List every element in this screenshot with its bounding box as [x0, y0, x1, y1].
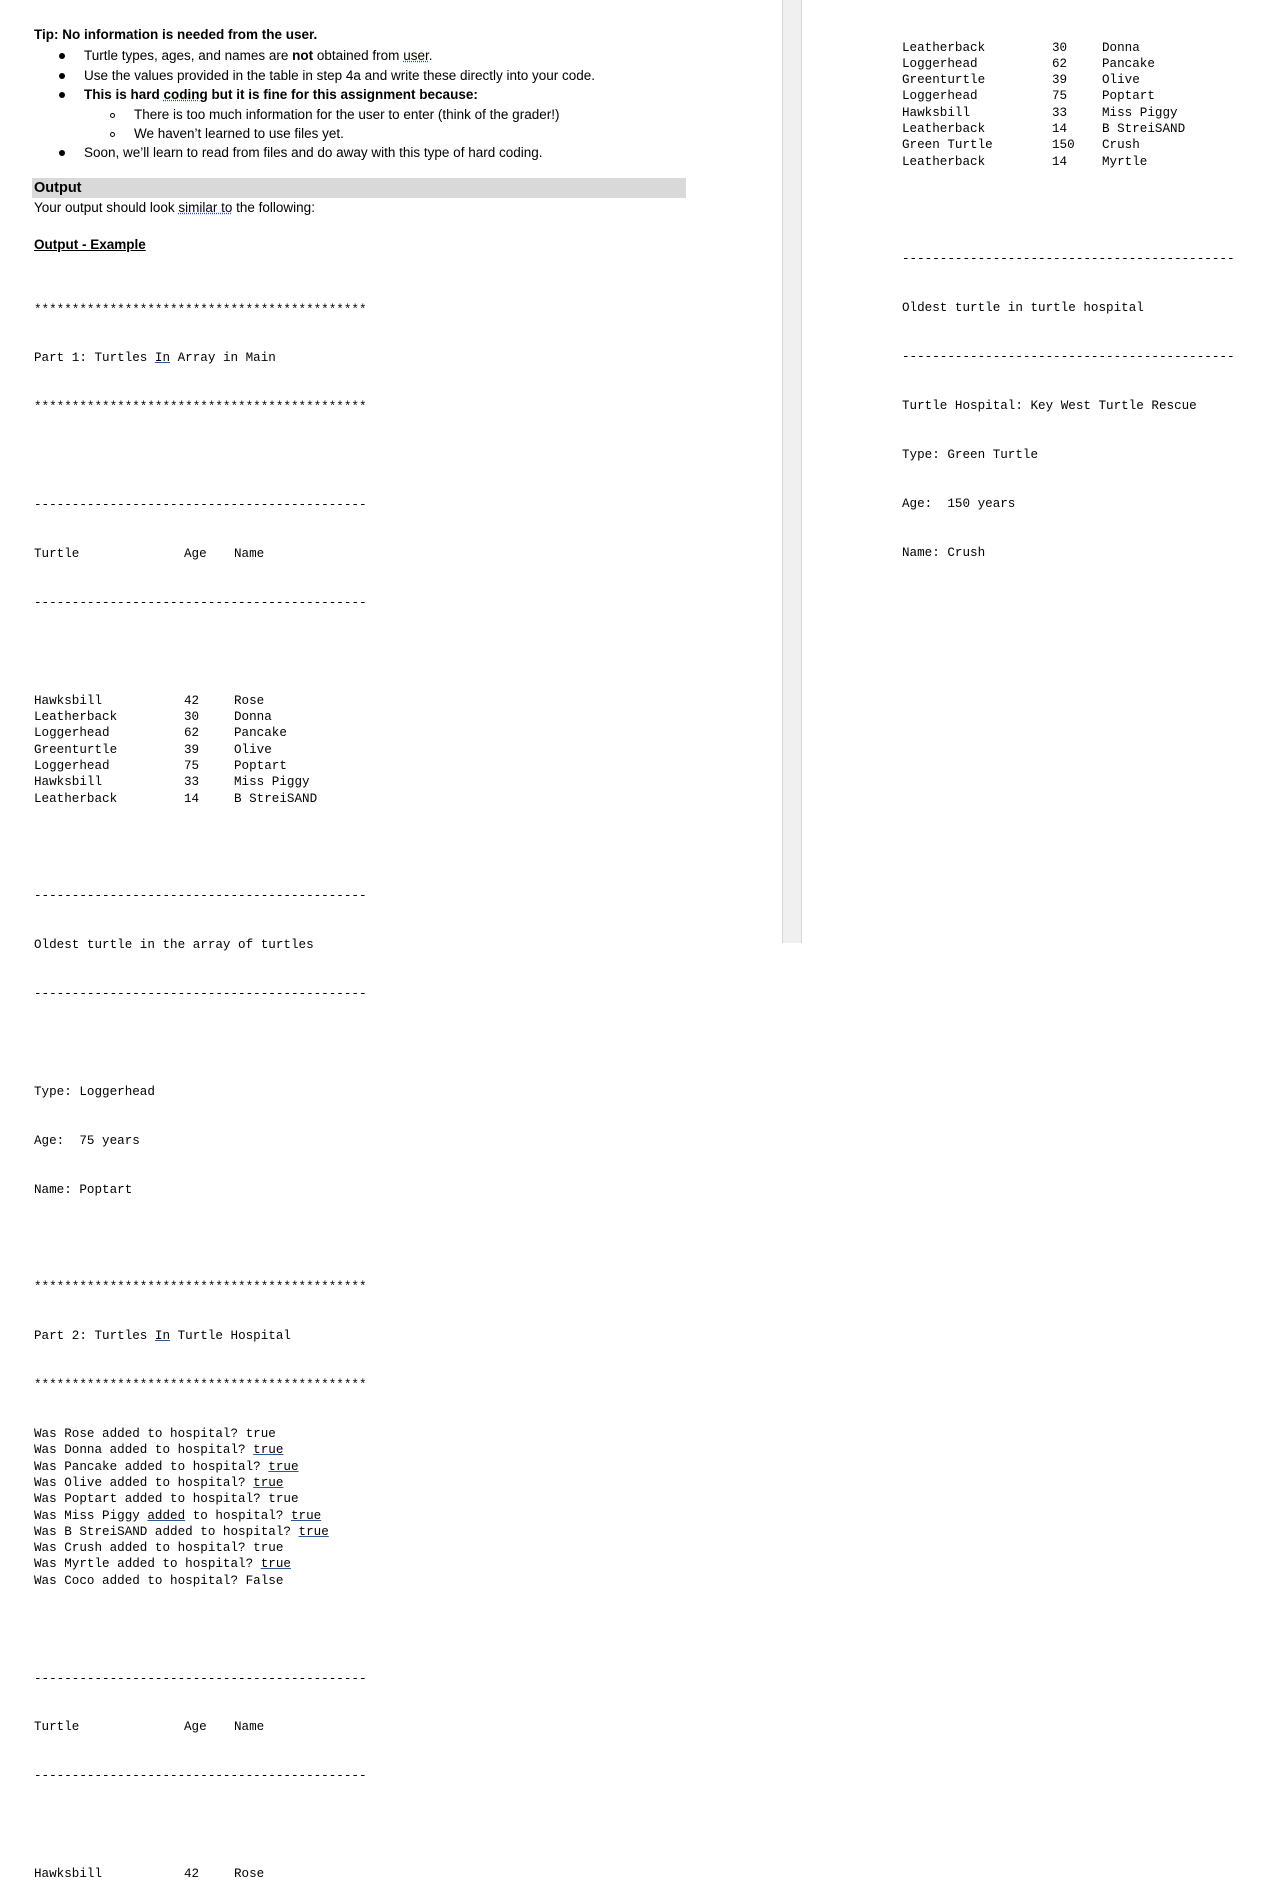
- added-line: Was Olive added to hospital? true: [34, 1475, 284, 1490]
- circle-bullet-icon: [110, 113, 115, 118]
- table-row: Loggerhead 62 Pancake: [902, 56, 1155, 71]
- bullet-item: Use the values provided in the table in step 4a and write these directly into your code.: [34, 66, 734, 86]
- circle-bullet-icon: [110, 132, 115, 137]
- output-description: Your output should look similar to the following:: [34, 200, 315, 215]
- table-header: Turtle Age Name: [34, 1720, 265, 1735]
- table-row: Loggerhead 75 Poptart: [902, 89, 1155, 104]
- added-line: Was B StreiSAND added to hospital? true: [34, 1524, 329, 1539]
- output-section-heading: Output: [32, 178, 686, 198]
- stars-separator: ********************************************: [34, 1280, 367, 1295]
- table-row: Hawksbill 33 Miss Piggy: [902, 105, 1178, 120]
- table-row: Greenturtle 39 Olive: [902, 73, 1140, 88]
- oldest-array-title: Oldest turtle in the array of turtles: [34, 938, 314, 953]
- tip-bullet-list: [34, 46, 734, 162]
- added-line: Was Coco added to hospital? False: [34, 1573, 284, 1588]
- added-line: Was Poptart added to hospital? true: [34, 1492, 299, 1507]
- dashes-separator: --------------------------------------------: [34, 498, 367, 513]
- table-row: Leatherback 14 B StreiSAND: [34, 791, 318, 806]
- bullet-item: This is hard coding but it is fine for this assignment because:: [34, 85, 734, 105]
- dashes-separator: --------------------------------------------: [34, 595, 367, 610]
- table-row: Hawksbill 42 Rose: [34, 1867, 265, 1882]
- dashes-separator: --------------------------------------------: [902, 252, 1235, 267]
- added-line: Was Myrtle added to hospital? true: [34, 1557, 291, 1572]
- oldest-hospital-title: Oldest turtle in turtle hospital: [902, 301, 1144, 316]
- sub-bullet-item: There is too much information for the user to enter (think of the grader!): [34, 105, 734, 124]
- dashes-separator: --------------------------------------------: [902, 350, 1235, 365]
- stars-separator: ********************************************: [34, 302, 367, 317]
- oldest-type: Type: Green Turtle: [902, 448, 1039, 463]
- turtle-table-hospital: [902, 40, 1235, 170]
- bullet-dot-icon: [59, 73, 65, 79]
- dashes-separator: --------------------------------------------: [34, 987, 367, 1002]
- table-row: Loggerhead 75 Poptart: [34, 758, 287, 773]
- sub-bullet-item: We haven’t learned to use files yet.: [34, 124, 734, 143]
- added-line: Was Crush added to hospital? true: [34, 1541, 284, 1556]
- bullet-item: Turtle types, ages, and names are not obtained from user.: [34, 46, 734, 66]
- added-line: Was Miss Piggy added to hospital? true: [34, 1508, 322, 1523]
- stars-separator: ********************************************: [34, 400, 367, 415]
- part1-title: Part 1: Turtles In Array in Main: [34, 351, 276, 366]
- bullet-item: Soon, we’ll learn to read from files and do away with this type of hard coding.: [34, 143, 734, 163]
- table-row: Greenturtle 39 Olive: [34, 742, 272, 757]
- bullet-dot-icon: [59, 150, 65, 156]
- table-header: Turtle Age Name: [34, 547, 265, 562]
- dashes-separator: --------------------------------------------: [34, 1671, 367, 1686]
- table-row: Green Turtle 150 Crush: [902, 138, 1140, 153]
- dashes-separator: --------------------------------------------: [34, 889, 367, 904]
- tip-heading: Tip: No information is needed from the user.: [34, 27, 318, 42]
- oldest-name: Name: Poptart: [34, 1182, 133, 1197]
- bullet-dot-icon: [59, 92, 65, 98]
- added-line: Was Pancake added to hospital? true: [34, 1459, 299, 1474]
- oldest-age: Age: 150 years: [902, 496, 1016, 511]
- table-row: Leatherback 30 Donna: [902, 40, 1140, 55]
- dashes-separator: --------------------------------------------: [34, 1769, 367, 1784]
- oldest-name: Name: Crush: [902, 545, 986, 560]
- table-row: Hawksbill 42 Rose: [34, 693, 265, 708]
- page-gutter: [782, 0, 802, 943]
- code-output-block: [34, 269, 367, 1886]
- added-line: Was Donna added to hospital? true: [34, 1443, 284, 1458]
- part2-title: Part 2: Turtles In Turtle Hospital: [34, 1329, 291, 1344]
- oldest-age: Age: 75 years: [34, 1133, 140, 1148]
- table-row: Leatherback 30 Donna: [34, 710, 272, 725]
- stars-separator: ********************************************: [34, 1378, 367, 1393]
- added-to-hospital-list: [34, 1426, 367, 1589]
- table-row: Hawksbill 33 Miss Piggy: [34, 775, 310, 790]
- hospital-name: Turtle Hospital: Key West Turtle Rescue: [902, 399, 1197, 414]
- oldest-type: Type: Loggerhead: [34, 1084, 155, 1099]
- code-output-continued: [902, 7, 1235, 594]
- output-example-heading: Output - Example: [34, 237, 146, 252]
- added-line: Was Rose added to hospital? true: [34, 1427, 276, 1442]
- table-row: Loggerhead 62 Pancake: [34, 726, 287, 741]
- bullet-dot-icon: [59, 53, 65, 59]
- right-page: [802, 0, 1262, 943]
- table-row: Leatherback 14 B StreiSAND: [902, 122, 1186, 137]
- table-row: Leatherback 14 Myrtle: [902, 154, 1148, 169]
- turtle-table-1: [34, 693, 367, 807]
